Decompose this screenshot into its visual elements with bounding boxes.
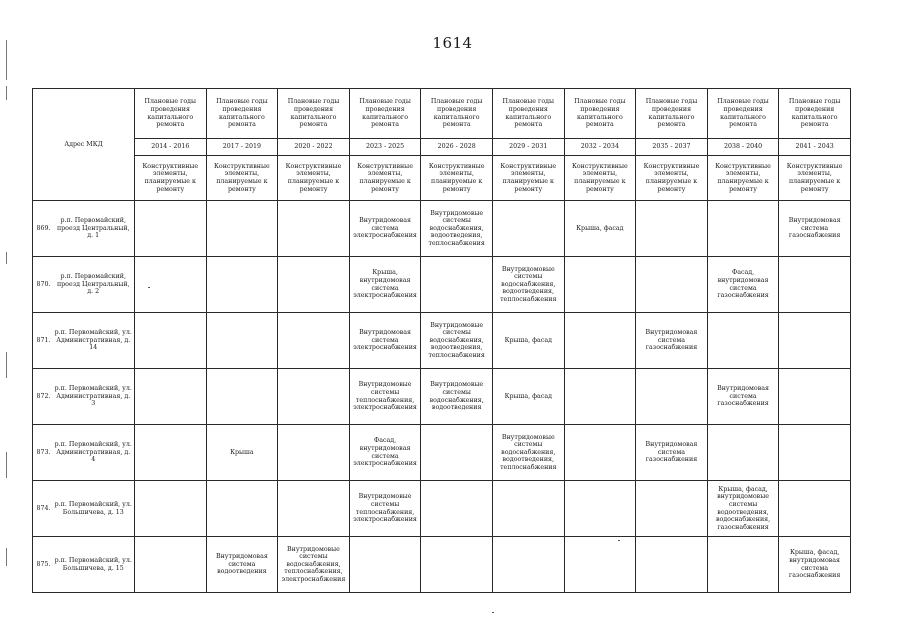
row-address: р.п. Первомайский, ул. Большичева, д. 15	[53, 537, 135, 593]
schedule-cell: Крыша	[206, 425, 278, 481]
elements-header-cell: Конструктивные элементы, планируемые к ремонту	[636, 156, 708, 201]
schedule-cell	[492, 537, 564, 593]
schedule-cell	[779, 257, 851, 313]
schedule-cell: Внутридомовая система газоснабжения	[707, 369, 779, 425]
schedule-cell	[278, 257, 350, 313]
schedule-cell	[564, 313, 636, 369]
row-number: 870.	[33, 257, 53, 313]
schedule-cell: Внутридомовая система электроснабжения	[349, 201, 421, 257]
plan-header-cell: Плановые годы проведения капитального ремонта	[492, 89, 564, 139]
period-cell: 2041 - 2043	[779, 139, 851, 156]
schedule-cell: Внутридомовая система газоснабжения	[636, 425, 708, 481]
elements-header-cell: Конструктивные элементы, планируемые к ремонту	[421, 156, 493, 201]
schedule-cell	[636, 201, 708, 257]
plan-header-cell: Плановые годы проведения капитального ремонта	[349, 89, 421, 139]
schedule-cell: Крыша, фасад	[492, 369, 564, 425]
repair-schedule-table	[32, 88, 851, 593]
schedule-cell	[636, 369, 708, 425]
elements-header-cell: Конструктивные элементы, планируемые к ремонту	[349, 156, 421, 201]
elements-header-cell: Конструктивные элементы, планируемые к ремонту	[206, 156, 278, 201]
row-number: 871.	[33, 313, 53, 369]
period-cell: 2038 - 2040	[707, 139, 779, 156]
margin-mark	[6, 352, 7, 378]
schedule-cell: Внутридомовые системы водоснабжения, водоотведения	[421, 369, 493, 425]
schedule-cell	[779, 481, 851, 537]
schedule-cell	[278, 201, 350, 257]
schedule-cell	[278, 369, 350, 425]
schedule-cell	[135, 313, 207, 369]
plan-header-cell: Плановые годы проведения капитального ремонта	[564, 89, 636, 139]
row-number: 875.	[33, 537, 53, 593]
elements-header-cell: Конструктивные элементы, планируемые к ремонту	[278, 156, 350, 201]
table-row	[33, 369, 851, 425]
schedule-cell	[492, 481, 564, 537]
scan-speck	[148, 287, 150, 288]
header-row-elements	[33, 156, 851, 201]
schedule-cell	[636, 257, 708, 313]
schedule-cell: Внутридомовая система электроснабжения	[349, 313, 421, 369]
schedule-cell: Внутридомовая система газоснабжения	[636, 313, 708, 369]
period-cell: 2023 - 2025	[349, 139, 421, 156]
schedule-cell	[421, 481, 493, 537]
plan-header-cell: Плановые годы проведения капитального ремонта	[421, 89, 493, 139]
period-cell: 2032 - 2034	[564, 139, 636, 156]
scan-speck	[492, 612, 494, 613]
row-address: р.п. Первомайский, ул. Административная, д. 4	[53, 425, 135, 481]
scan-speck	[618, 540, 620, 541]
schedule-cell	[636, 537, 708, 593]
elements-header-cell: Конструктивные элементы, планируемые к ремонту	[564, 156, 636, 201]
table-row	[33, 425, 851, 481]
schedule-cell: Крыша, внутридомовая система электроснабжения	[349, 257, 421, 313]
row-address: р.п. Первомайский, ул. Административная, д. 14	[53, 313, 135, 369]
period-cell: 2014 - 2016	[135, 139, 207, 156]
schedule-cell	[349, 537, 421, 593]
row-address: р.п. Первомайский, проезд Центральный, д. 2	[53, 257, 135, 313]
period-cell: 2026 - 2028	[421, 139, 493, 156]
schedule-cell: Крыша, фасад, внутридомовая система газоснабжения	[779, 537, 851, 593]
schedule-cell	[564, 481, 636, 537]
schedule-cell: Крыша, фасад	[564, 201, 636, 257]
row-number: 869.	[33, 201, 53, 257]
table-row	[33, 257, 851, 313]
schedule-cell: Внутридомовые системы водоснабжения, водоотведения, теплоснабжения	[492, 257, 564, 313]
row-number: 872.	[33, 369, 53, 425]
schedule-cell	[564, 257, 636, 313]
table-row	[33, 201, 851, 257]
row-number: 874.	[33, 481, 53, 537]
schedule-cell	[206, 201, 278, 257]
period-cell: 2020 - 2022	[278, 139, 350, 156]
schedule-cell	[779, 369, 851, 425]
margin-mark	[6, 548, 7, 566]
plan-header-cell: Плановые годы проведения капитального ремонта	[278, 89, 350, 139]
schedule-cell: Фасад, внутридомовая система газоснабжения	[707, 257, 779, 313]
margin-mark	[6, 40, 7, 80]
margin-mark	[6, 86, 7, 100]
schedule-cell: Внутридомовая система водоотведения	[206, 537, 278, 593]
plan-header-cell: Плановые годы проведения капитального ремонта	[779, 89, 851, 139]
margin-mark	[6, 452, 7, 478]
schedule-cell: Внутридомовая система газоснабжения	[779, 201, 851, 257]
schedule-cell	[779, 425, 851, 481]
schedule-cell	[135, 201, 207, 257]
row-address: р.п. Первомайский, ул. Большичева, д. 13	[53, 481, 135, 537]
row-address: р.п. Первомайский, проезд Центральный, д. 1	[53, 201, 135, 257]
row-number: 873.	[33, 425, 53, 481]
schedule-cell: Внутридомовые системы теплоснабжения, электроснабжения	[349, 481, 421, 537]
table-row	[33, 313, 851, 369]
plan-header-cell: Плановые годы проведения капитального ремонта	[206, 89, 278, 139]
margin-mark	[6, 252, 7, 264]
schedule-cell	[135, 425, 207, 481]
schedule-cell	[707, 425, 779, 481]
period-cell: 2029 - 2031	[492, 139, 564, 156]
schedule-cell	[707, 313, 779, 369]
table-row	[33, 537, 851, 593]
schedule-cell	[492, 201, 564, 257]
header-row-years	[33, 139, 851, 156]
schedule-cell	[278, 481, 350, 537]
row-address: р.п. Первомайский, ул. Административная, д. 3	[53, 369, 135, 425]
header-row-plan	[33, 89, 851, 139]
schedule-cell	[779, 313, 851, 369]
schedule-cell	[564, 425, 636, 481]
schedule-cell	[135, 369, 207, 425]
schedule-cell	[707, 201, 779, 257]
schedule-cell: Внутридомовые системы водоснабжения, водоотведения, теплоснабжения	[421, 201, 493, 257]
schedule-cell	[564, 369, 636, 425]
table-row	[33, 481, 851, 537]
schedule-cell: Внутридомовые системы теплоснабжения, электроснабжения	[349, 369, 421, 425]
schedule-cell	[135, 257, 207, 313]
page-number: 1614	[432, 34, 473, 52]
schedule-cell	[421, 425, 493, 481]
schedule-cell	[421, 537, 493, 593]
period-cell: 2035 - 2037	[636, 139, 708, 156]
period-cell: 2017 - 2019	[206, 139, 278, 156]
schedule-cell	[278, 313, 350, 369]
elements-header-cell: Конструктивные элементы, планируемые к ремонту	[707, 156, 779, 201]
plan-header-cell: Плановые годы проведения капитального ремонта	[135, 89, 207, 139]
elements-header-cell: Конструктивные элементы, планируемые к ремонту	[135, 156, 207, 201]
schedule-cell: Внутридомовые системы водоснабжения, водоотведения, теплоснабжения	[421, 313, 493, 369]
schedule-cell	[564, 537, 636, 593]
schedule-cell	[206, 257, 278, 313]
elements-header-cell: Конструктивные элементы, планируемые к ремонту	[492, 156, 564, 201]
schedule-cell	[707, 537, 779, 593]
schedule-cell: Крыша, фасад, внутридомовые системы водоотведения, водоснабжения, газоснабжения	[707, 481, 779, 537]
schedule-cell: Внутридомовые системы водоснабжения, теплоснабжения, электроснабжения	[278, 537, 350, 593]
schedule-cell	[206, 313, 278, 369]
schedule-cell	[135, 537, 207, 593]
plan-header-cell: Плановые годы проведения капитального ремонта	[707, 89, 779, 139]
schedule-cell	[135, 481, 207, 537]
schedule-cell	[206, 481, 278, 537]
address-header: Адрес МКД	[33, 89, 135, 201]
schedule-cell: Фасад, внутридомовая система электроснабжения	[349, 425, 421, 481]
schedule-cell	[278, 425, 350, 481]
schedule-cell: Крыша, фасад	[492, 313, 564, 369]
schedule-cell	[636, 481, 708, 537]
schedule-cell	[421, 257, 493, 313]
elements-header-cell: Конструктивные элементы, планируемые к ремонту	[779, 156, 851, 201]
schedule-cell: Внутридомовые системы водоснабжения, водоотведения, теплоснабжения	[492, 425, 564, 481]
plan-header-cell: Плановые годы проведения капитального ремонта	[636, 89, 708, 139]
schedule-cell	[206, 369, 278, 425]
